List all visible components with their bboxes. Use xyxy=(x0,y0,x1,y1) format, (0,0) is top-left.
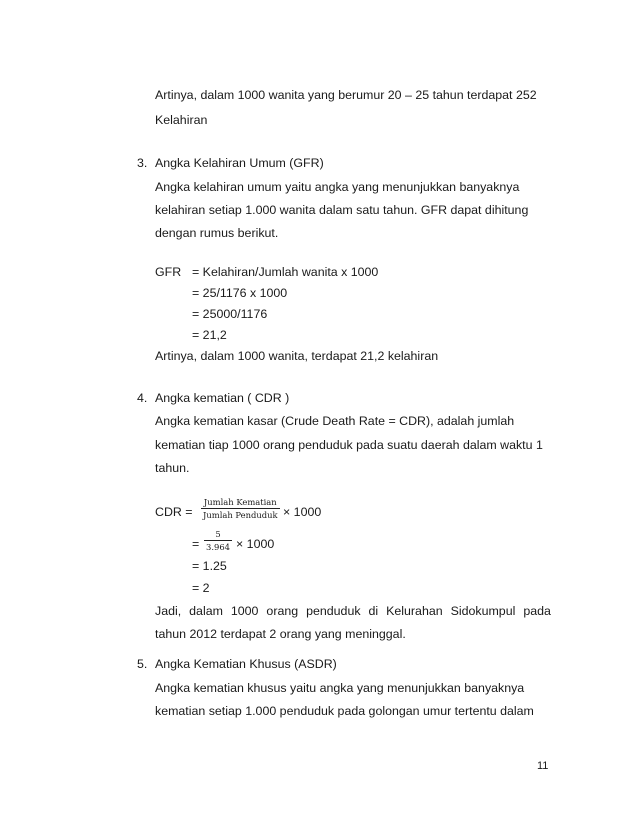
gfr-step: = 25000/1176 xyxy=(192,307,268,321)
asdr-desc-line: kematian setiap 1.000 penduduk pada golongan umur tertentu dalam xyxy=(155,704,534,718)
page-number: 11 xyxy=(537,760,549,772)
word: penduduk xyxy=(306,604,361,618)
asdr-desc-line: Angka kematian khusus yaitu angka yang menunjukkan banyaknya xyxy=(155,681,525,695)
cdr-conclusion-line-2: tahun 2012 terdapat 2 orang yang meninggal. xyxy=(155,627,406,641)
fraction-bar xyxy=(201,508,280,509)
cdr-fraction-formula xyxy=(201,497,280,520)
fraction-numerator: Jumlah Kematian xyxy=(203,497,277,507)
cdr-fraction-values xyxy=(204,529,232,552)
gfr-formula-label: GFR xyxy=(155,265,182,279)
cdr-desc-line: Angka kematian kasar (Crude Death Rate = CDR), adalah jumlah xyxy=(155,414,515,428)
cdr-formula-label: CDR = xyxy=(155,505,193,519)
gfr-desc-line: kelahiran setiap 1.000 wanita dalam satu tahun. GFR dapat dihitung xyxy=(155,203,529,217)
cdr-desc-line: tahun. xyxy=(155,461,190,475)
fraction-bar xyxy=(204,540,232,541)
gfr-step: = 21,2 xyxy=(192,328,227,342)
intro-line-1: Artinya, dalam 1000 wanita yang berumur 20 – 25 tahun terdapat 252 xyxy=(155,88,537,102)
word: pada xyxy=(523,604,551,618)
cdr-multiplier: × 1000 xyxy=(283,505,322,519)
word: Jadi, xyxy=(155,604,182,618)
cdr-step: = 1.25 xyxy=(192,559,227,573)
gfr-conclusion: Artinya, dalam 1000 wanita, terdapat 21,2 kelahiran xyxy=(155,349,439,363)
asdr-heading: Angka Kematian Khusus (ASDR) xyxy=(155,657,337,671)
cdr-heading: Angka kematian ( CDR ) xyxy=(155,391,290,405)
asdr-heading-number: 5. xyxy=(137,657,148,671)
word: di xyxy=(368,604,379,618)
cdr-desc-line: kematian tiap 1000 orang penduduk pada suatu daerah dalam waktu 1 xyxy=(155,438,543,452)
cdr-conclusion-line-1 xyxy=(155,604,551,619)
gfr-desc-line: Angka kelahiran umum yaitu angka yang menunjukkan banyaknya xyxy=(155,180,520,194)
word: Kelurahan xyxy=(386,604,443,618)
word: dalam xyxy=(189,604,223,618)
intro-line-2: Kelahiran xyxy=(155,113,208,127)
gfr-heading: Angka Kelahiran Umum (GFR) xyxy=(155,156,324,170)
cdr-multiplier: × 1000 xyxy=(236,537,275,551)
gfr-desc-line: dengan rumus berikut. xyxy=(155,226,279,240)
cdr-step: = 2 xyxy=(192,581,210,595)
word: orang xyxy=(266,604,299,618)
fraction-denominator: Jumlah Penduduk xyxy=(203,510,278,520)
fraction-numerator: 5 xyxy=(215,529,221,539)
gfr-heading-number: 3. xyxy=(137,156,148,170)
cdr-equals: = xyxy=(192,537,200,551)
word: Sidokumpul xyxy=(450,604,516,618)
cdr-heading-number: 4. xyxy=(137,391,148,405)
gfr-step: = 25/1176 x 1000 xyxy=(192,286,288,300)
fraction-denominator: 3.964 xyxy=(206,542,230,552)
gfr-step: = Kelahiran/Jumlah wanita x 1000 xyxy=(192,265,379,279)
word: 1000 xyxy=(230,604,259,618)
